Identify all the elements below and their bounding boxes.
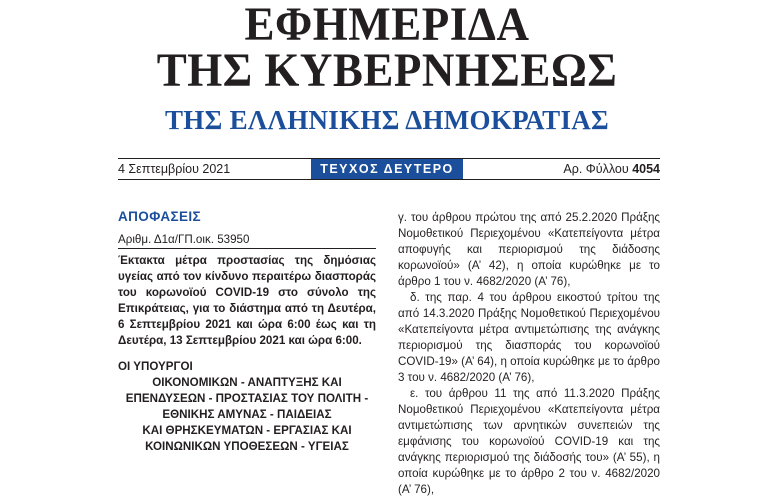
masthead-title-line2: ΤΗΣ ΚΥΒΕΡΝΗΣΕΩΣ <box>156 43 618 97</box>
sheet-number-label: Αρ. Φύλλου <box>563 162 629 176</box>
paragraph: γ. του άρθρου πρώτου της από 25.2.2020 Πράξης Νομοθετικού Περιεχομένου «Κατεπείγοντα μέτρα αποφυγής και περιορισμού της διάδοσης κορωνοϊού» (Α’ 42), η οποία κυρώθηκε με το άρθρο 1 του ν. 4682/2020 (Α’ 76), <box>398 211 660 288</box>
decision-number: Αριθμ. Δ1α/ΓΠ.οικ. 53950 <box>118 232 376 249</box>
paragraph: δ. της παρ. 4 του άρθρου εικοστού τρίτου της από 14.3.2020 Πράξης Νομοθετικού Περιεχομένου «Κατεπείγοντα μέτρα αντιμετώπισης της ανάγκης περιορισμού της διασποράς του κορωνοϊού COVID-19» (Α’ 64), η οποία κυρώθηκε με το άρθρο 3 του ν. 4682/2020 (Α’ 76), <box>398 291 660 384</box>
ministry-line: ΟΙΚΟΝΟΜΙΚΩΝ - ΑΝΑΠΤΥΞΗΣ ΚΑΙ <box>152 376 342 389</box>
masthead-subtitle: ΤΗΣ ΕΛΛΗΝΙΚΗΣ ΔΗΜΟΚΡΑΤΙΑΣ <box>164 105 610 135</box>
ministry-line: ΚΑΙ ΘΡΗΣΚΕΥΜΑΤΩΝ - ΕΡΓΑΣΙΑΣ ΚΑΙ <box>142 424 352 437</box>
paragraph: ε. του άρθρου 11 της από 11.3.2020 Πράξης Νομοθετικού Περιεχομένου «Κατεπείγοντα μέτρα αντιμετώπισης των αρνητικών συνεπειών της εμφάνισης του κορωνοϊού COVID-19 και της ανάγκης περιορισμού της διάδοσής του» (Α’ 55), η οποία κυρώθηκε με το άρθρο 2 του ν. 4682/2020 (Α’ 76), <box>398 387 660 496</box>
ministers-intro: ΟΙ ΥΠΟΥΡΓΟΙ <box>118 360 193 373</box>
left-column <box>118 208 376 455</box>
ministry-line: ΚΟΙΝΩΝΙΚΩΝ ΥΠΟΘΕΣΕΩΝ - ΥΓΕΙΑΣ <box>145 440 349 453</box>
right-column <box>398 210 660 498</box>
decision-title: Έκτακτα μέτρα προστασίας της δημόσιας υγείας από τον κίνδυνο περαιτέρω διασποράς του κορωνοϊού COVID-19 στο σύνολο της Επικράτειας, για το διάστημα από τη Δευτέρα, 6 Σεπτεμβρίου 2021 και ώρα 6:00 έως και τη Δευτέρα, 13 Σεπτεμβρίου 2021 και ώρα 6:00. <box>118 254 376 347</box>
ministry-line: ΕΠΕΝΔΥΣΕΩΝ - ΠΡΟΣΤΑΣΙΑΣ ΤΟΥ ΠΟΛΙΤΗ - <box>125 392 369 405</box>
header-rule-bottom <box>118 179 660 180</box>
ministry-line: ΕΘΝΙΚΗΣ ΑΜΥΝΑΣ - ΠΑΙΔΕΙΑΣ <box>162 408 332 421</box>
masthead-title: ΕΦΗΜΕΡΙΔΑ <box>244 0 530 51</box>
section-heading: ΑΠΟΦΑΣΕΙΣ <box>118 209 202 224</box>
issue-date: 4 Σεπτεμβρίου 2021 <box>118 162 231 176</box>
series-banner: ΤΕΥΧΟΣ ΔΕΥΤΕΡΟ <box>311 159 463 179</box>
sheet-number <box>563 160 660 178</box>
sheet-number-value: 4054 <box>632 162 660 176</box>
